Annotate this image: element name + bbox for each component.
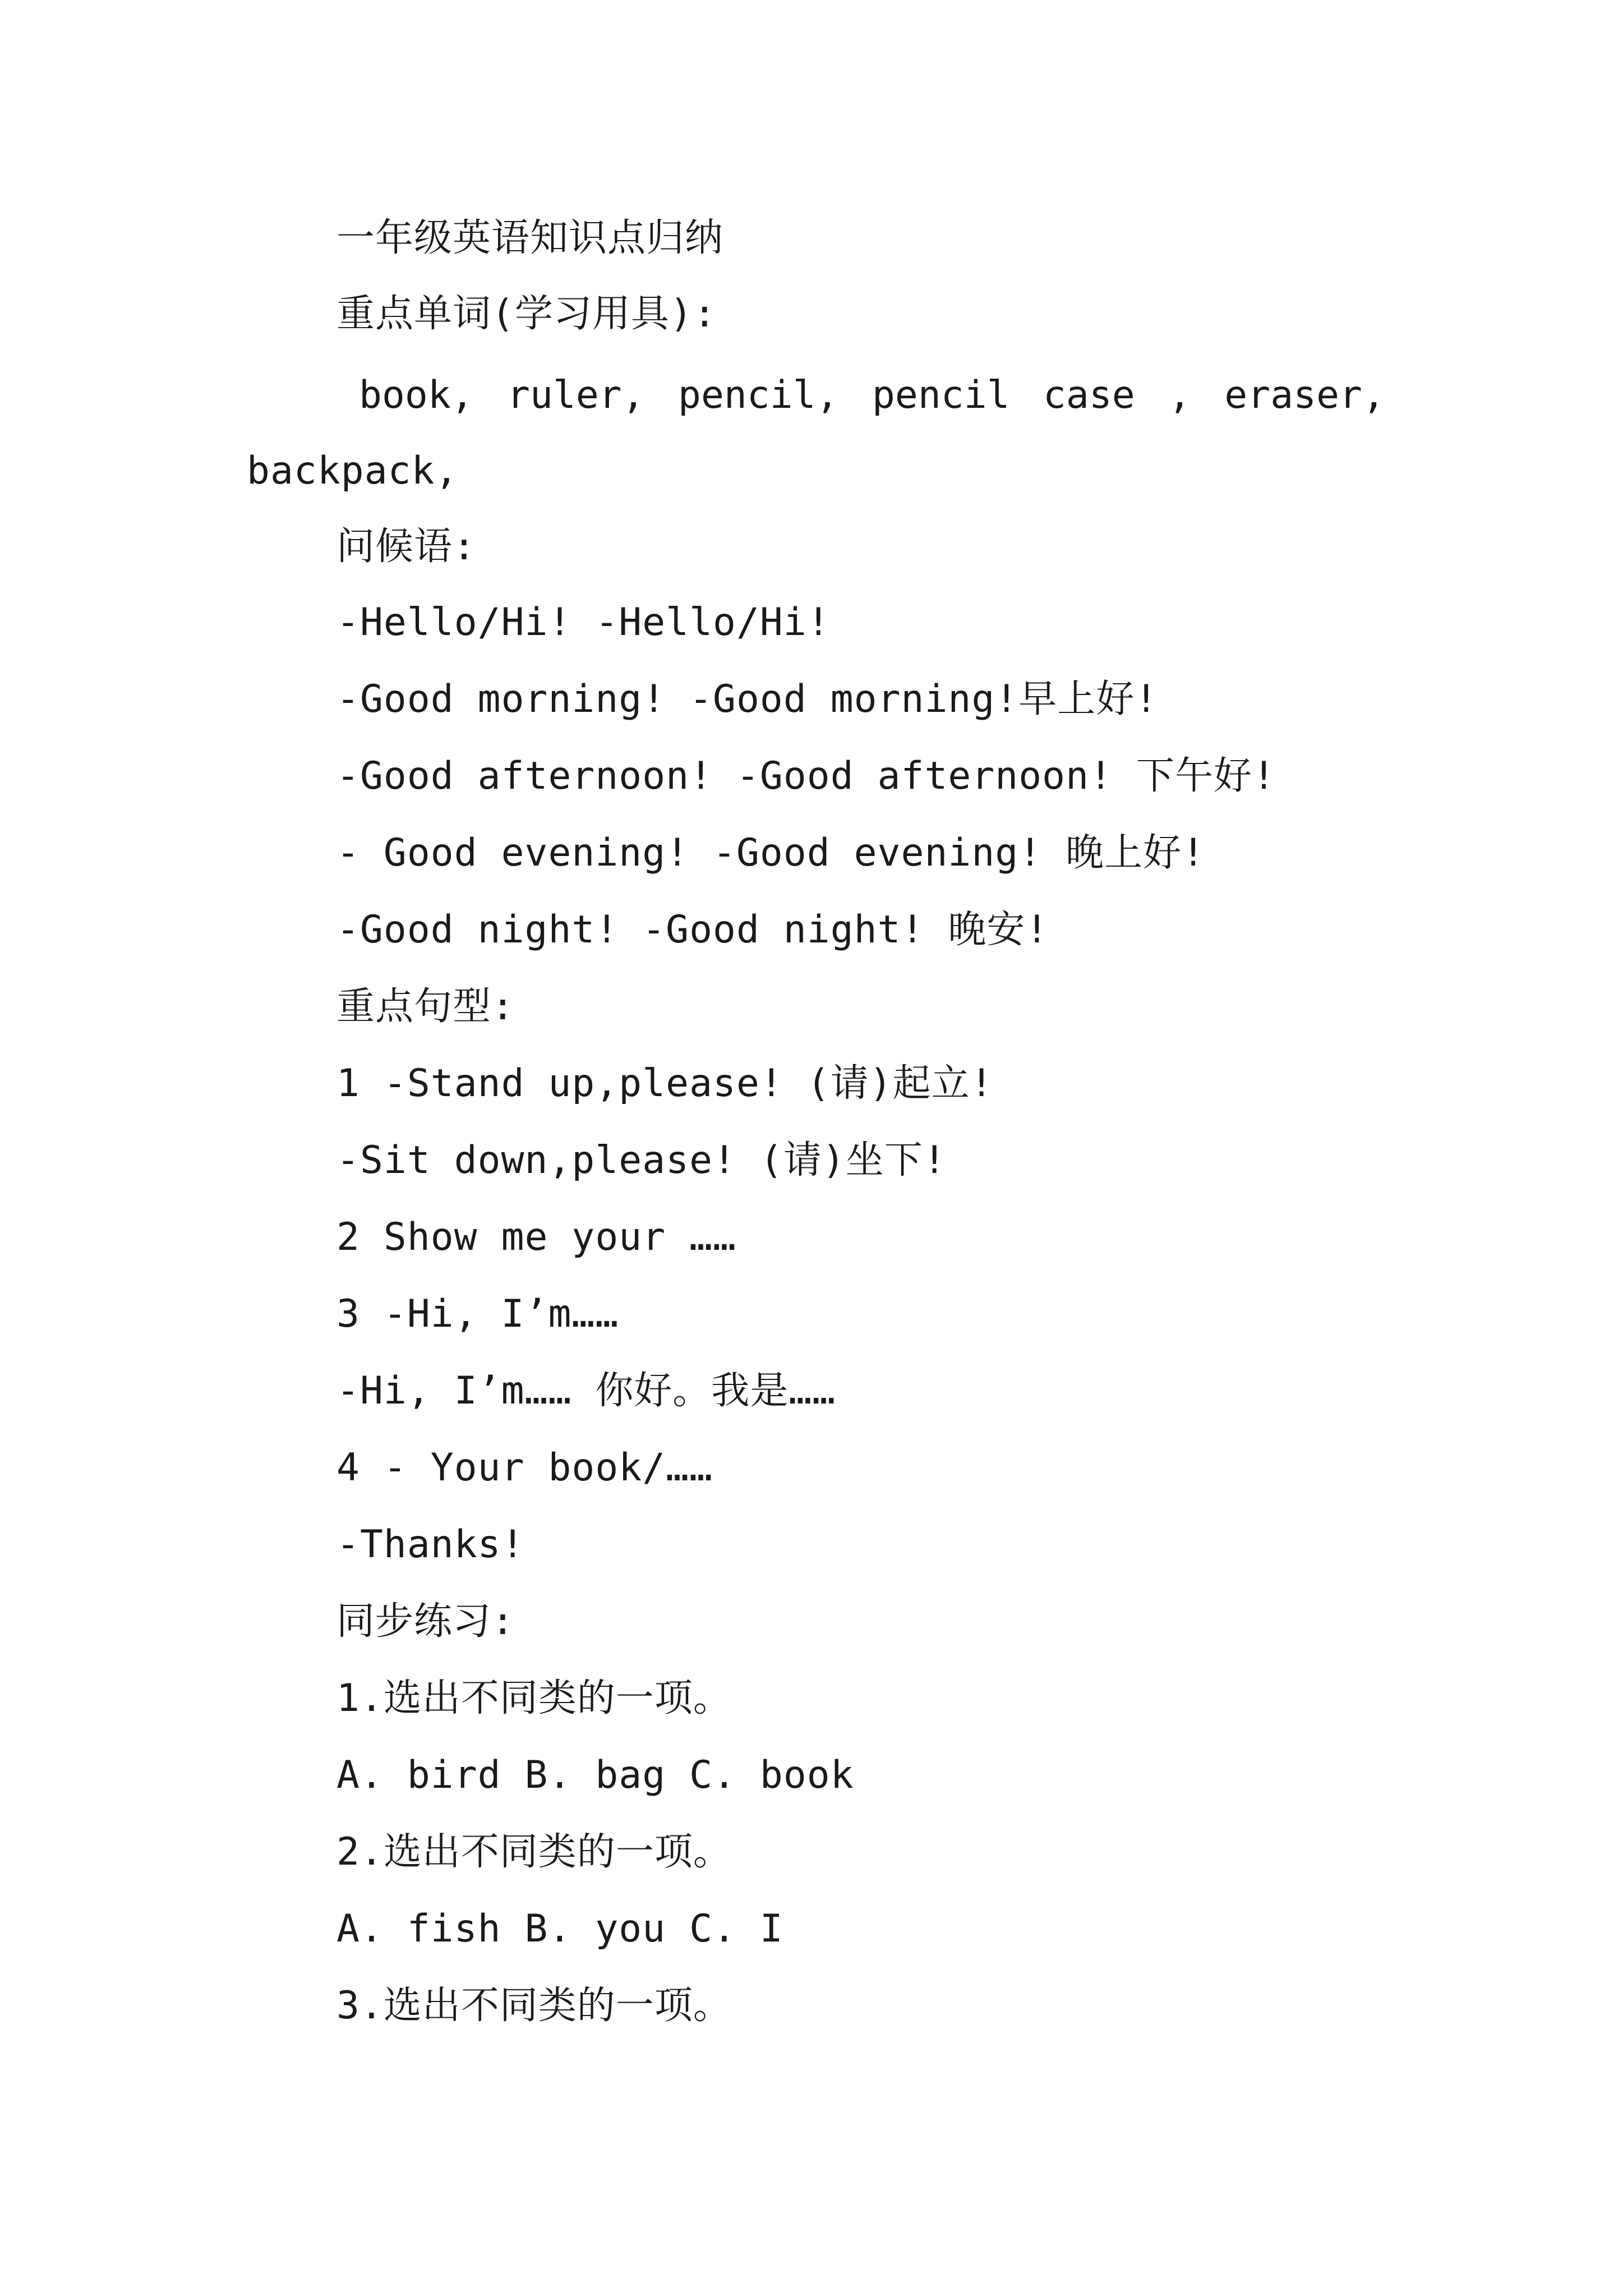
sentence-line: -Hi, I’m…… 你好。我是…… [336, 1369, 836, 1413]
sentences-heading: 重点句型: [336, 984, 515, 1029]
greeting-line: -Good morning! -Good morning!早上好! [336, 677, 1159, 721]
sentence-line: 3 -Hi, I’m…… [336, 1292, 619, 1336]
greeting-line: -Good night! -Good night! 晚安! [336, 908, 1049, 952]
vocab-word: pencil [872, 373, 1010, 417]
sentence-line: 4 - Your book/…… [336, 1446, 713, 1490]
exercise-line: 1.选出不同类的一项。 [336, 1676, 732, 1720]
sentence-line: 1 -Stand up,please! (请)起立! [336, 1061, 994, 1106]
exercise-line: A. fish B. you C. I [336, 1907, 783, 1951]
greeting-line: - Good evening! -Good evening! 晚上好! [336, 831, 1206, 875]
greeting-line: -Good afternoon! -Good afternoon! 下午好! [336, 754, 1276, 798]
vocab-word: ruler, [507, 373, 645, 417]
sentence-line: -Thanks! [336, 1522, 525, 1567]
exercise-line: A. bird B. bag C. book [336, 1753, 854, 1797]
vocab-wrap: backpack, [247, 449, 459, 493]
vocab-list [359, 373, 1385, 418]
vocab-heading: 重点单词(学习用具): [336, 292, 717, 336]
vocab-word: , [1168, 373, 1191, 417]
greeting-line: -Hello/Hi! -Hello/Hi! [336, 600, 831, 645]
vocab-word: eraser, [1224, 373, 1385, 417]
vocab-word: case [1043, 373, 1135, 417]
exercise-heading: 同步练习: [336, 1599, 515, 1644]
sentence-line: -Sit down,please! (请)坐下! [336, 1138, 947, 1182]
sentence-line: 2 Show me your …… [336, 1215, 736, 1259]
greetings-heading: 问候语: [336, 524, 476, 569]
exercise-line: 3.选出不同类的一项。 [336, 1984, 732, 2028]
document-title: 一年级英语知识点归纳 [336, 216, 724, 260]
vocab-word: book, [359, 373, 474, 417]
exercise-line: 2.选出不同类的一项。 [336, 1830, 732, 1874]
vocab-word: pencil, [678, 373, 839, 417]
